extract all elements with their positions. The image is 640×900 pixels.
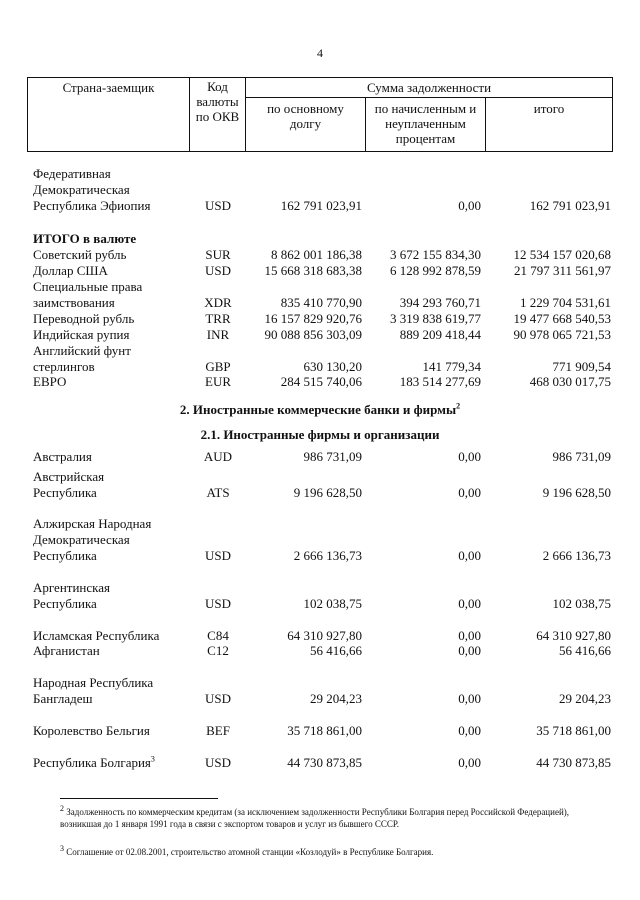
row-interest: 0,00 bbox=[458, 548, 481, 563]
row-name: Английский фунт bbox=[33, 343, 131, 358]
row-name: Республика Болгария$^3$ bbox=[33, 754, 155, 770]
row-total: 771 909,54 bbox=[552, 359, 611, 374]
header-code: Код валюты по ОКВ bbox=[195, 79, 240, 124]
row-name: Республика bbox=[33, 485, 97, 500]
row-interest: 0,00 bbox=[458, 596, 481, 611]
header-sum: Сумма задолженности bbox=[366, 80, 492, 95]
row-principal: 9 196 628,50 bbox=[293, 485, 362, 500]
row-code: C12 bbox=[207, 643, 229, 658]
row-name: Демократическая bbox=[33, 532, 130, 547]
row-name: ЕВРО bbox=[33, 374, 67, 389]
row-interest: 0,00 bbox=[458, 485, 481, 500]
row-code: AUD bbox=[203, 449, 233, 464]
row-name: Индийская рупия bbox=[33, 327, 130, 342]
row-interest: 0,00 bbox=[458, 198, 481, 213]
row-total: 35 718 861,00 bbox=[536, 723, 611, 738]
row-code: USD bbox=[204, 755, 231, 770]
row-interest: 394 293 760,71 bbox=[399, 295, 481, 310]
row-name: Королевство Бельгия bbox=[33, 723, 150, 738]
row-total: 90 978 065 721,53 bbox=[513, 327, 611, 342]
row-code: USD bbox=[204, 263, 231, 278]
row-name: Алжирская Народная bbox=[33, 516, 152, 531]
row-total: 986 731,09 bbox=[552, 449, 611, 464]
page-number: 4 bbox=[317, 46, 323, 60]
row-code: TRR bbox=[205, 311, 231, 326]
row-code: USD bbox=[204, 548, 231, 563]
table-header bbox=[27, 77, 613, 152]
row-name: стерлингов bbox=[33, 359, 95, 374]
row-interest: 3 319 838 619,77 bbox=[390, 311, 481, 326]
row-principal: 15 668 318 683,38 bbox=[264, 263, 362, 278]
totals-title: ИТОГО в валюте bbox=[33, 231, 137, 246]
row-principal: 2 666 136,73 bbox=[293, 548, 362, 563]
row-interest: 0,00 bbox=[458, 755, 481, 770]
row-total: 102 038,75 bbox=[552, 596, 611, 611]
row-name: Специальные права bbox=[33, 279, 143, 294]
row-principal: 56 416,66 bbox=[310, 643, 362, 658]
row-interest: 0,00 bbox=[458, 643, 481, 658]
row-code: C84 bbox=[207, 628, 229, 643]
row-code: XDR bbox=[204, 295, 232, 310]
row-total: 44 730 873,85 bbox=[536, 755, 611, 770]
row-principal: 29 204,23 bbox=[310, 691, 362, 706]
row-principal: 835 410 770,90 bbox=[280, 295, 362, 310]
row-interest: 6 128 992 878,59 bbox=[390, 263, 481, 278]
row-principal: 35 718 861,00 bbox=[287, 723, 362, 738]
row-principal: 90 088 856 303,09 bbox=[264, 327, 362, 342]
row-name: Республика Эфиопия bbox=[33, 198, 151, 213]
row-interest: 889 209 418,44 bbox=[399, 327, 481, 342]
row-name: Переводной рубль bbox=[33, 311, 135, 326]
header-total: итого bbox=[533, 101, 565, 116]
row-name: Республика bbox=[33, 596, 97, 611]
row-code: INR bbox=[206, 327, 230, 342]
section-heading: 2. Иностранные коммерческие банки и фирмы$^2$ bbox=[179, 401, 461, 417]
row-name: Народная Республика bbox=[33, 675, 154, 690]
row-principal: 8 862 001 186,38 bbox=[271, 247, 362, 262]
row-name: Республика bbox=[33, 548, 97, 563]
row-code: USD bbox=[204, 691, 231, 706]
row-interest: 3 672 155 834,30 bbox=[390, 247, 481, 262]
row-total: 56 416,66 bbox=[559, 643, 611, 658]
row-interest: 141 779,34 bbox=[422, 359, 481, 374]
row-total: 29 204,23 bbox=[559, 691, 611, 706]
row-total: 21 797 311 561,97 bbox=[513, 263, 611, 278]
row-total: 162 791 023,91 bbox=[529, 198, 611, 213]
footnote-2: $^2$ Задолженность по коммерческим кредитам (за исключением задолженности Республики Болгария перед Российской Федерацией), возникшая до 1 января 1991 года в связи с экспортом товаров и услуг из бывшего СССР. bbox=[60, 804, 570, 829]
header-country: Страна-заемщик bbox=[62, 80, 155, 95]
row-total: 19 477 668 540,53 bbox=[513, 311, 611, 326]
row-principal: 630 130,20 bbox=[303, 359, 362, 374]
header-principal: по основному долгу bbox=[267, 101, 344, 131]
row-name: Аргентинская bbox=[33, 580, 111, 595]
row-code: GBP bbox=[205, 359, 231, 374]
row-name: Советский рубль bbox=[33, 247, 127, 262]
row-name: Демократическая bbox=[33, 182, 130, 197]
row-name: Исламская Республика bbox=[33, 628, 160, 643]
row-principal: 284 515 740,06 bbox=[280, 374, 362, 389]
row-code: USD bbox=[204, 596, 231, 611]
row-total: 1 229 704 531,61 bbox=[520, 295, 611, 310]
row-code: EUR bbox=[205, 374, 231, 389]
row-principal: 44 730 873,85 bbox=[287, 755, 362, 770]
footnote-divider bbox=[60, 798, 218, 799]
subsection-heading: 2.1. Иностранные фирмы и организации bbox=[200, 427, 440, 442]
row-principal: 102 038,75 bbox=[303, 596, 362, 611]
row-total: 12 534 157 020,68 bbox=[513, 247, 611, 262]
footnote-3: $^3$ Соглашение от 02.08.2001, строительство атомной станции «Козлодуй» в Республике Болгария. bbox=[60, 844, 434, 857]
row-code: SUR bbox=[205, 247, 231, 262]
row-name: Бангладеш bbox=[33, 691, 93, 706]
row-interest: 0,00 bbox=[458, 691, 481, 706]
row-total: 9 196 628,50 bbox=[542, 485, 611, 500]
row-principal: 16 157 829 920,76 bbox=[264, 311, 362, 326]
row-name: Доллар США bbox=[33, 263, 108, 278]
row-name: Австралия bbox=[33, 449, 92, 464]
row-total: 468 030 017,75 bbox=[529, 374, 611, 389]
row-total: 2 666 136,73 bbox=[542, 548, 611, 563]
row-interest: 0,00 bbox=[458, 628, 481, 643]
row-name: Федеративная bbox=[33, 166, 111, 181]
row-interest: 0,00 bbox=[458, 723, 481, 738]
row-interest: 0,00 bbox=[458, 449, 481, 464]
row-code: USD bbox=[204, 198, 231, 213]
row-name: Австрийская bbox=[33, 469, 105, 484]
row-code: ATS bbox=[206, 485, 230, 500]
row-code: BEF bbox=[206, 723, 230, 738]
row-name: заимствования bbox=[33, 295, 115, 310]
row-principal: 162 791 023,91 bbox=[280, 198, 362, 213]
row-interest: 183 514 277,69 bbox=[399, 374, 481, 389]
row-total: 64 310 927,80 bbox=[536, 628, 611, 643]
row-principal: 986 731,09 bbox=[303, 449, 362, 464]
header-interest: по начисленным и неуплаченным процентам bbox=[374, 101, 477, 146]
row-name: Афганистан bbox=[33, 643, 100, 658]
row-principal: 64 310 927,80 bbox=[287, 628, 362, 643]
